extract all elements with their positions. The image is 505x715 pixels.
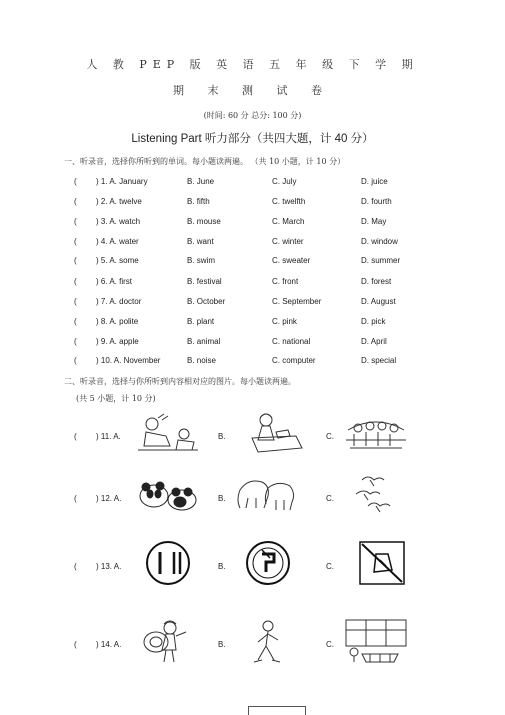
option-c-label: C.	[326, 640, 334, 649]
man-walking-picture[interactable]	[234, 618, 298, 664]
option-a: ) 6. A. first	[96, 277, 133, 286]
option-d: D. window	[361, 237, 398, 246]
question-row	[74, 317, 454, 331]
option-c: C. July	[272, 177, 297, 186]
option-d: D. summer	[361, 256, 401, 265]
option-c: C. March	[272, 217, 305, 226]
option-c: C. twelfth	[272, 197, 306, 206]
option-b: B. animal	[187, 337, 221, 346]
question-row	[74, 277, 454, 291]
option-c: C. national	[272, 337, 311, 346]
question-row	[74, 337, 454, 351]
answer-paren[interactable]: (	[74, 197, 77, 206]
answer-paren[interactable]: (	[74, 317, 77, 326]
answer-paren[interactable]: (	[74, 640, 77, 649]
exam-title: 人 教 PEP 版 英 语 五 年 级 下 学 期	[86, 58, 419, 71]
option-b: B. swim	[187, 256, 215, 265]
two-way-traffic-sign[interactable]	[136, 540, 200, 586]
option-b: B. noise	[187, 356, 216, 365]
market-scene-picture[interactable]	[344, 618, 408, 664]
option-b: B. festival	[187, 277, 222, 286]
option-a: ) 3. A. watch	[96, 217, 141, 226]
option-c-label: C.	[326, 562, 334, 571]
exam-subtitle: 期 末 测 试 卷	[173, 84, 332, 97]
option-d: D. May	[361, 217, 387, 226]
picture-question-row	[74, 410, 454, 470]
answer-paren[interactable]: (	[74, 237, 77, 246]
option-d: D. forest	[361, 277, 392, 286]
time-info: (时间: 60 分 总分: 100 分)	[203, 111, 302, 120]
question-row	[74, 297, 454, 311]
picture-question-row	[74, 472, 454, 532]
option-b-label: B.	[218, 432, 226, 441]
girl-at-desk-picture[interactable]	[242, 410, 306, 456]
option-c: C. pink	[272, 317, 297, 326]
section2-count: (共 5 小题，计 10 分)	[76, 394, 156, 403]
option-a: ) 5. A. some	[96, 256, 139, 265]
option-b: B. mouse	[187, 217, 221, 226]
crowd-dancing-picture[interactable]	[344, 410, 408, 456]
elephants-picture[interactable]	[234, 472, 298, 518]
girl-swimming-ring-picture[interactable]	[136, 618, 200, 664]
option-b-label: B.	[218, 562, 226, 571]
option-d: D. April	[361, 337, 387, 346]
option-d: D. juice	[361, 177, 388, 186]
option-b: B. October	[187, 297, 226, 306]
answer-paren[interactable]: (	[74, 217, 77, 226]
answer-paren[interactable]: (	[74, 177, 77, 186]
option-c: C. front	[272, 277, 299, 286]
option-a: ) 10. A. November	[96, 356, 161, 365]
no-littering-sign[interactable]	[350, 540, 414, 586]
option-d: D. special	[361, 356, 397, 365]
answer-paren[interactable]: (	[74, 494, 77, 503]
answer-paren[interactable]: (	[74, 277, 77, 286]
option-c-label: C.	[326, 432, 334, 441]
answer-paren[interactable]: (	[74, 337, 77, 346]
answer-paren[interactable]: (	[74, 297, 77, 306]
option-c: C. sweater	[272, 256, 311, 265]
option-a-label: ) 11. A.	[96, 432, 121, 441]
no-turn-sign[interactable]	[236, 540, 300, 586]
section2-instruction: 二、听录音，选择与你所听到内容相对应的图片。每小题读两遍。	[64, 377, 296, 386]
question-row	[74, 217, 454, 231]
answer-paren[interactable]: (	[74, 562, 77, 571]
question-row	[74, 237, 454, 251]
picture-question-row	[74, 618, 454, 678]
option-b: B. fifth	[187, 197, 210, 206]
question-row	[74, 177, 454, 191]
option-b-label: B.	[218, 640, 226, 649]
option-a-label: ) 12. A.	[96, 494, 122, 503]
option-c: C. September	[272, 297, 322, 306]
picture-question-row	[74, 540, 454, 600]
question-row	[74, 356, 454, 370]
answer-paren[interactable]: (	[74, 356, 77, 365]
option-a: ) 1. A. January	[96, 177, 148, 186]
option-a: ) 2. A. twelve	[96, 197, 142, 206]
pandas-picture[interactable]	[136, 472, 200, 518]
birds-flying-picture[interactable]	[344, 472, 408, 518]
question-row	[74, 256, 454, 270]
answer-paren[interactable]: (	[74, 432, 77, 441]
option-a: ) 7. A. doctor	[96, 297, 142, 306]
answer-paren[interactable]: (	[74, 256, 77, 265]
option-b: B. want	[187, 237, 214, 246]
option-c-label: C.	[326, 494, 334, 503]
option-a: ) 8. A. polite	[96, 317, 139, 326]
option-a: ) 4. A. water	[96, 237, 139, 246]
option-a-label: ) 14. A.	[96, 640, 122, 649]
option-d: D. pick	[361, 317, 386, 326]
option-b: B. plant	[187, 317, 215, 326]
option-b: B. June	[187, 177, 215, 186]
option-d: D. August	[361, 297, 396, 306]
part-header: Listening Part 听力部分（共四大题，计 40 分）	[131, 133, 374, 145]
option-b-label: B.	[218, 494, 226, 503]
option-a: ) 9. A. apple	[96, 337, 139, 346]
option-c: C. computer	[272, 356, 316, 365]
question-row	[74, 197, 454, 211]
option-c: C. winter	[272, 237, 304, 246]
sleeping-kids-picture[interactable]	[136, 410, 200, 456]
option-a-label: ) 13. A.	[96, 562, 122, 571]
section1-instruction: 一、听录音，选择你所听到的单词。每小题读两遍。 （共 10 小题，计 10 分）	[64, 157, 346, 166]
option-d: D. fourth	[361, 197, 392, 206]
